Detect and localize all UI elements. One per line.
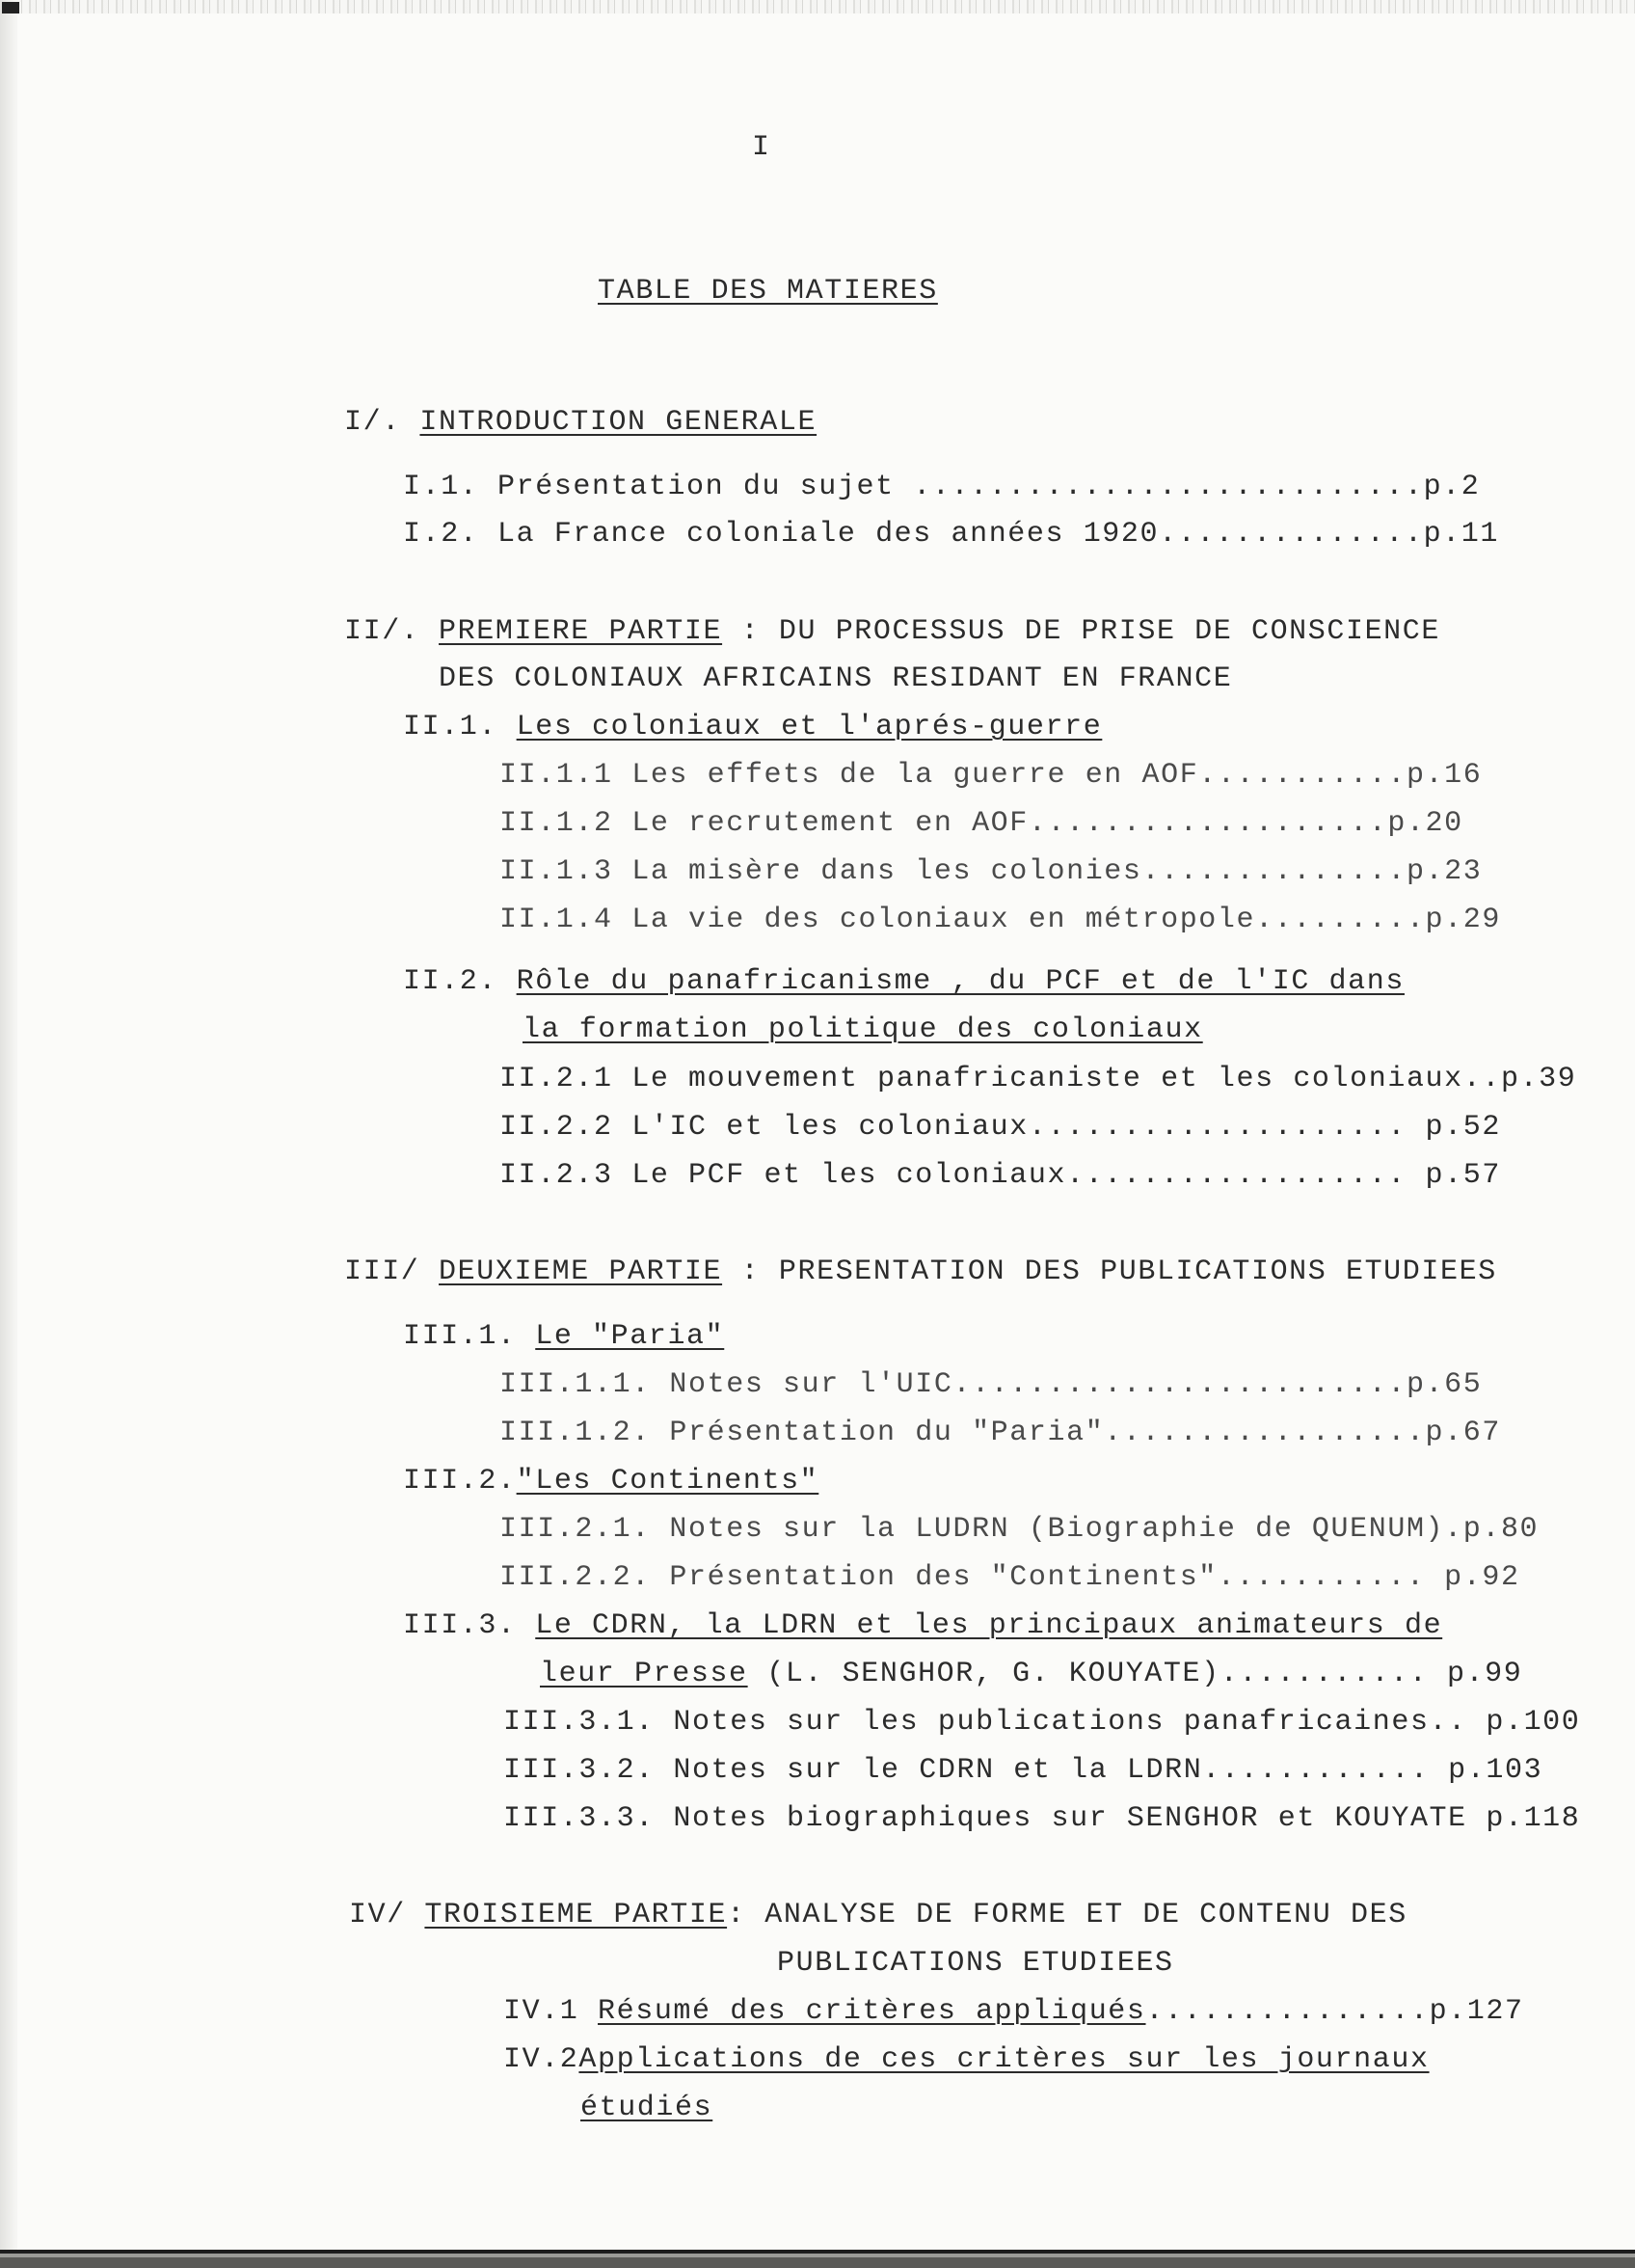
chapter-heading: III.2."Les Continents" bbox=[403, 1465, 819, 1498]
section-2-heading: II/. PREMIERE PARTIE : DU PROCESSUS DE PRISE DE CONSCIENCE bbox=[344, 615, 1440, 648]
toc-entry: I.2. La France coloniale des années 1920..............p.11 bbox=[403, 518, 1499, 551]
section-2-subtitle: DES COLONIAUX AFRICAINS RESIDANT EN FRANCE bbox=[439, 662, 1233, 695]
toc-entry: II.1.3 La misère dans les colonies..............p.23 bbox=[499, 855, 1483, 888]
chapter-heading: III.3. Le CDRN, la LDRN et les principaux animateurs de bbox=[403, 1609, 1443, 1642]
section-4-subtitle: PUBLICATIONS ETUDIEES bbox=[777, 1947, 1174, 1980]
toc-entry: II.2.1 Le mouvement panafricaniste et les coloniaux..p.39 bbox=[499, 1063, 1577, 1095]
toc-entry: II.1.1 Les effets de la guerre en AOF...........p.16 bbox=[499, 759, 1483, 792]
section-4-heading: IV/ TROISIEME PARTIE: ANALYSE DE FORME ET DE CONTENU DES bbox=[349, 1899, 1407, 1931]
scan-edge-top bbox=[0, 0, 1635, 14]
toc-entry: I.1. Présentation du sujet ...........................p.2 bbox=[403, 471, 1481, 503]
chapter-heading: II.1. Les coloniaux et l'aprés-guerre bbox=[403, 711, 1103, 743]
toc-entry: IV.1 Résumé des critères appliqués...............p.127 bbox=[503, 1995, 1524, 2028]
chapter-heading: III.1. Le "Paria" bbox=[403, 1320, 725, 1353]
chapter-heading: II.2. Rôle du panafricanisme , du PCF et de l'IC dans bbox=[403, 965, 1405, 998]
toc-entry: II.1.4 La vie des coloniaux en métropole.........p.29 bbox=[499, 904, 1501, 936]
toc-entry: III.3.1. Notes sur les publications panafricaines.. p.100 bbox=[503, 1706, 1581, 1739]
page-title: TABLE DES MATIERES bbox=[598, 275, 938, 308]
toc-entry: III.1.2. Présentation du "Paria".................p.67 bbox=[499, 1417, 1501, 1449]
toc-entry: II.1.2 Le recrutement en AOF...................p.20 bbox=[499, 807, 1463, 840]
chapter-heading-cont: la formation politique des coloniaux bbox=[523, 1013, 1203, 1046]
section-3-heading: III/ DEUXIEME PARTIE : PRESENTATION DES PUBLICATIONS ETUDIEES bbox=[344, 1256, 1497, 1288]
toc-entry: II.2.2 L'IC et les coloniaux.................... p.52 bbox=[499, 1111, 1501, 1144]
scan-mark bbox=[2, 2, 19, 14]
section-1-heading: I/. INTRODUCTION GENERALE bbox=[344, 406, 818, 439]
toc-entry: III.1.1. Notes sur l'UIC........................p.65 bbox=[499, 1368, 1483, 1401]
toc-entry: II.2.3 Le PCF et les coloniaux.................. p.57 bbox=[499, 1159, 1501, 1192]
toc-entry: III.3.2. Notes sur le CDRN et la LDRN............ p.103 bbox=[503, 1754, 1543, 1787]
toc-entry: III.2.2. Présentation des "Continents"........... p.92 bbox=[499, 1561, 1520, 1594]
toc-entry: III.2.1. Notes sur la LUDRN (Biographie de QUENUM).p.80 bbox=[499, 1513, 1540, 1546]
toc-entry: III.3.3. Notes biographiques sur SENGHOR et KOUYATE p.118 bbox=[503, 1802, 1581, 1835]
page-number: I bbox=[752, 131, 771, 164]
scan-edge-bottom bbox=[0, 2250, 1635, 2268]
scan-edge-left bbox=[0, 0, 17, 2268]
toc-entry: IV.2Applications de ces critères sur les journaux bbox=[503, 2043, 1430, 2076]
chapter-heading-cont: leur Presse (L. SENGHOR, G. KOUYATE)........... p.99 bbox=[540, 1658, 1523, 1690]
toc-entry-cont: étudiés bbox=[580, 2092, 713, 2124]
